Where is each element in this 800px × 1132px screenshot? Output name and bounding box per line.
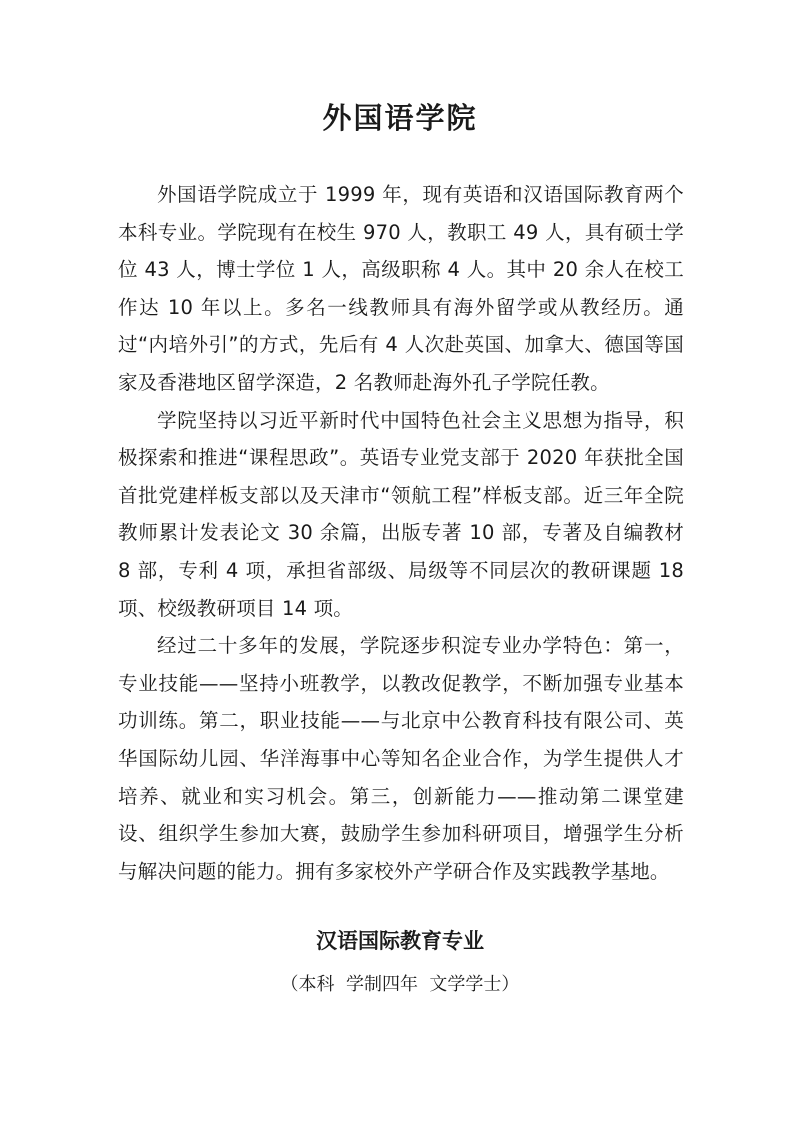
section-heading: 汉语国际教育专业	[316, 928, 484, 953]
paragraph-intro: 外国语学院成立于 1999 年，现有英语和汉语国际教育两个本科专业。学院现有在校生 970 人，教职工 49 人，具有硕士学位 43 人，博士学位 1 人，高级职称 4 人。其中 20 余人在校工作达 10 年以上。多名一线教师具有海外留学或从教经历。通过“内培外引”的方式，先后有 4 人次赴英国、加拿大、德国等国家及香港地区留学深造，2 名教师赴海外孔子学院任教。	[118, 183, 684, 394]
section-note: （本科 学制四年 文学学士）	[280, 974, 520, 995]
paragraph-features: 经过二十多年的发展，学院逐步积淀专业办学特色：第一，专业技能——坚持小班教学，以教改促教学，不断加强专业基本功训练。第二，职业技能——与北京中公教育科技有限公司、英华国际幼儿园、华洋海事中心等知名企业合作，为学生提供人才培养、就业和实习机会。第三，创新能力——推动第二课堂建设、组织学生参加大赛，鼓励学生参加科研项目，增强学生分析与解决问题的能力。拥有多家校外产学研合作及实践教学基地。	[118, 634, 684, 883]
paragraph-ideology: 学院坚持以习近平新时代中国特色社会主义思想为指导，积极探索和推进“课程思政”。英语专业党支部于 2020 年获批全国首批党建样板支部以及天津市“领航工程”样板支部。近三年全院教师累计发表论文 30 余篇，出版专著 10 部，专著及自编教材 8 部，专利 4 项，承担省部级、局级等不同层次的教研课题 18 项、校级教研项目 14 项。	[118, 408, 684, 620]
page-title: 外国语学院	[322, 101, 478, 135]
body-text	[118, 176, 684, 890]
